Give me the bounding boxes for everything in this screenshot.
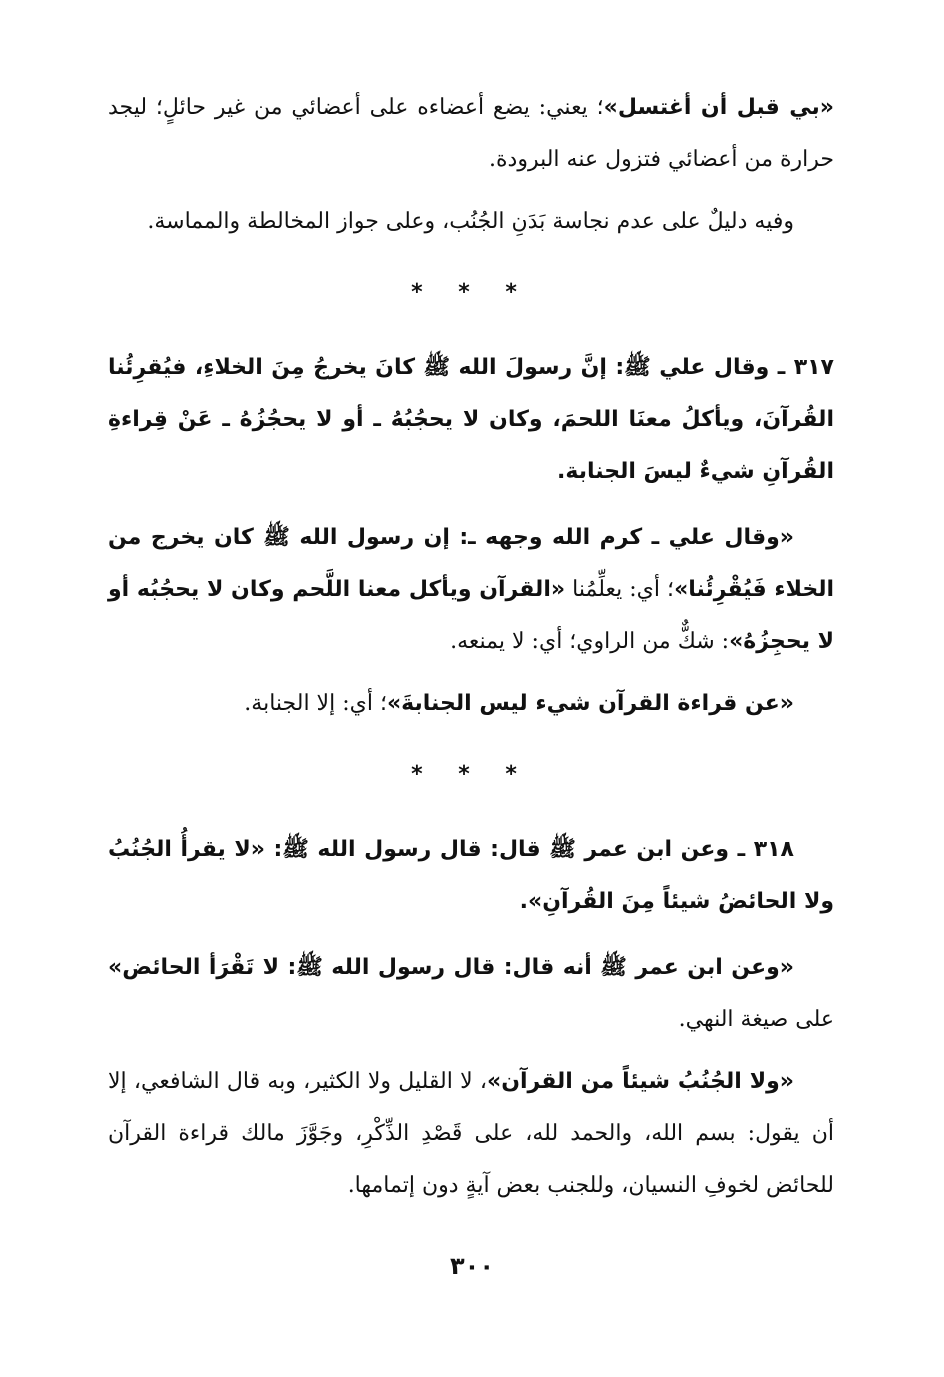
section-separator: * * * (411, 762, 531, 787)
quoted-lead: «وعن ابن عمر ﷺ أنه قال: قال رسول الله ﷺ: لا تَقْرَأ الحائض» (108, 955, 794, 980)
commentary-318-a (108, 942, 834, 1046)
paragraph-2 (108, 196, 834, 248)
quoted-lead: «ولا الجُنُبُ شيئاً من القرآن» (486, 1069, 794, 1094)
hadith-317 (108, 342, 834, 498)
hadith-text: ٣١٨ ـ وعن ابن عمر ﷺ قال: قال رسول الله ﷺ: «لا يقرأُ الجُنُبُ ولا الحائضُ شيئاً مِنَ القُرآنِ». (108, 837, 834, 914)
paragraph-text: : شكٌّ من الراوي؛ أي: لا يمنعه. (450, 629, 730, 654)
paragraph-text: وفيه دليلٌ على عدم نجاسة بَدَنِ الجُنُب، وعلى جواز المخالطة والمماسة. (147, 209, 794, 234)
commentary-318-b (108, 1056, 834, 1212)
section-separator: * * * (411, 280, 531, 305)
quoted-mid: «القرآن ويأكل معنا اللَّحم وكان لا يحجُبُه أو لا يحجِزُهُ» (108, 577, 834, 654)
paragraph-1 (108, 82, 834, 186)
page-number: ٣٠٠ (450, 1252, 494, 1280)
quoted-lead: «وقال علي ـ كرم الله وجهه ـ: إن رسول الله ﷺ كان يخرج من الخلاء فَيُقْرِئُنا» (108, 525, 835, 602)
commentary-317-a (108, 512, 834, 668)
page-body (108, 82, 834, 1212)
quoted-lead: «بي قبل أن أغتسل» (603, 95, 834, 120)
commentary-mid: ؛ أي: يعلِّمُنا (565, 577, 675, 602)
paragraph-text: ؛ يعني: يضع أعضاءه على أعضائي من غير حائلٍ؛ ليجد حرارة من أعضائي فتزول عنه البرودة. (108, 95, 834, 172)
paragraph-text: ، لا القليل ولا الكثير، وبه قال الشافعي، إلا أن يقول: بسم الله، والحمد لله، على قَصْدِ الذِّكْرِ، وجَوَّزَ مالك قراءة القرآن للحائض لخوفِ النسيان، وللجنب بعض آيةٍ دون إتمامها. (108, 1069, 834, 1198)
commentary-317-b (108, 678, 834, 730)
hadith-318 (108, 824, 834, 928)
paragraph-text: على صيغة النهي. (678, 1007, 834, 1032)
paragraph-text: ؛ أي: إلا الجنابة. (244, 691, 387, 716)
quoted-lead: «عن قراءة القرآن شيء ليس الجنابةَ» (386, 691, 794, 716)
hadith-text: ٣١٧ ـ وقال علي ﷺ: إنَّ رسولَ الله ﷺ كانَ يخرجُ مِنَ الخلاءِ، فيُقرِئُنا القُرآنَ، ويأكلُ معنَا اللحمَ، وكان لا يحجُبُهُ ـ أو لا يحجُزُهُ ـ عَنْ قِراءةِ القُرآنِ شيءٌ ليسَ الجنابة. (108, 355, 834, 484)
